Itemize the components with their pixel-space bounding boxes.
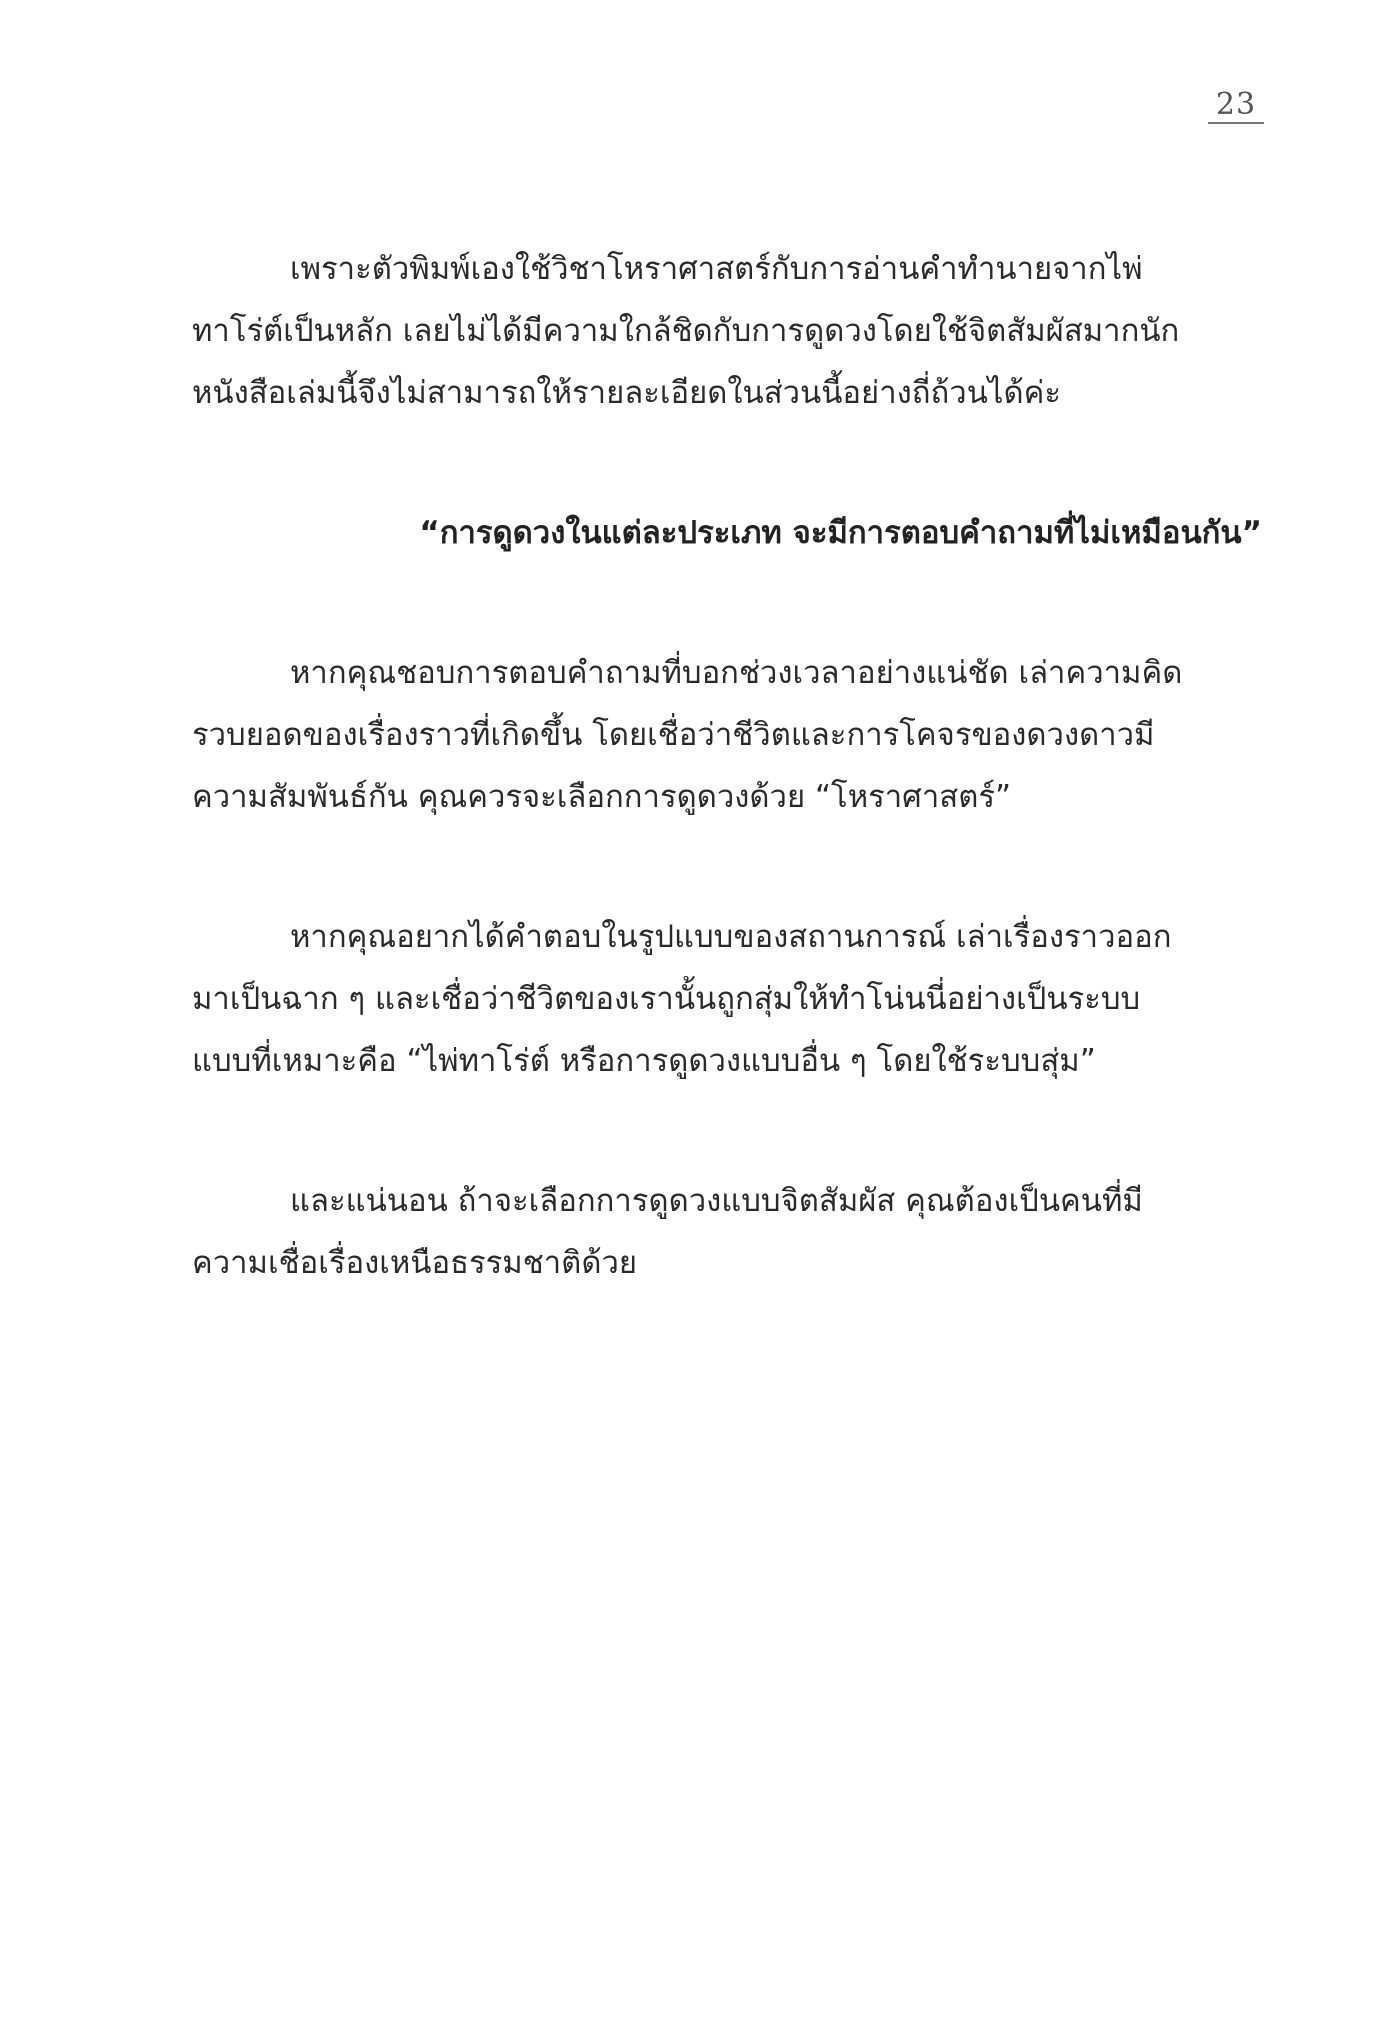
paragraph-line: หากคุณชอบการตอบคำถามที่บอกช่วงเวลาอย่างแน่ชัด เล่าความคิด xyxy=(290,655,1183,691)
paragraph-line: เพราะตัวพิมพ์เองใช้วิชาโหราศาสตร์กับการอ่านคำทำนายจากไพ่ xyxy=(290,251,1143,287)
paragraph-line: หนังสือเล่มนี้จึงไม่สามารถให้รายละเอียดในส่วนนี้อย่างถี่ถ้วนได้ค่ะ xyxy=(192,375,1061,411)
paragraph-tarot xyxy=(192,906,1262,1092)
paragraph-line: มาเป็นฉาก ๆ และเชื่อว่าชีวิตของเรานั้นถูกสุ่มให้ทำโน่นนี่อย่างเป็นระบบ xyxy=(192,981,1141,1017)
paragraph-astrology xyxy=(192,642,1262,828)
page-number: 23 xyxy=(1208,88,1264,124)
paragraph-line: และแน่นอน ถ้าจะเลือกการดูดวงแบบจิตสัมผัส คุณต้องเป็นคนที่มี xyxy=(290,1183,1143,1219)
paragraph-psychic xyxy=(192,1170,1262,1294)
paragraph-line: หากคุณอยากได้คำตอบในรูปแบบของสถานการณ์ เล่าเรื่องราวออก xyxy=(290,919,1172,955)
paragraph-line: รวบยอดของเรื่องราวที่เกิดขึ้น โดยเชื่อว่าชีวิตและการโคจรของดวงดาวมี xyxy=(192,717,1155,753)
paragraph-line: ความเชื่อเรื่องเหนือธรรมชาติด้วย xyxy=(192,1245,638,1281)
section-heading: “การดูดวงในแต่ละประเภท จะมีการตอบคำถามที่ไม่เหมือนกัน” xyxy=(419,515,1262,551)
paragraph-intro xyxy=(192,238,1262,424)
paragraph-line: ความสัมพันธ์กัน คุณควรจะเลือกการดูดวงด้วย “โหราศาสตร์” xyxy=(192,779,1012,815)
page-body xyxy=(192,238,1262,1372)
paragraph-line: ทาโร่ต์เป็นหลัก เลยไม่ได้มีความใกล้ชิดกับการดูดวงโดยใช้จิตสัมผัสมากนัก xyxy=(192,313,1180,349)
paragraph-line: แบบที่เหมาะคือ “ไพ่ทาโร่ต์ หรือการดูดวงแบบอื่น ๆ โดยใช้ระบบสุ่ม” xyxy=(192,1043,1096,1079)
